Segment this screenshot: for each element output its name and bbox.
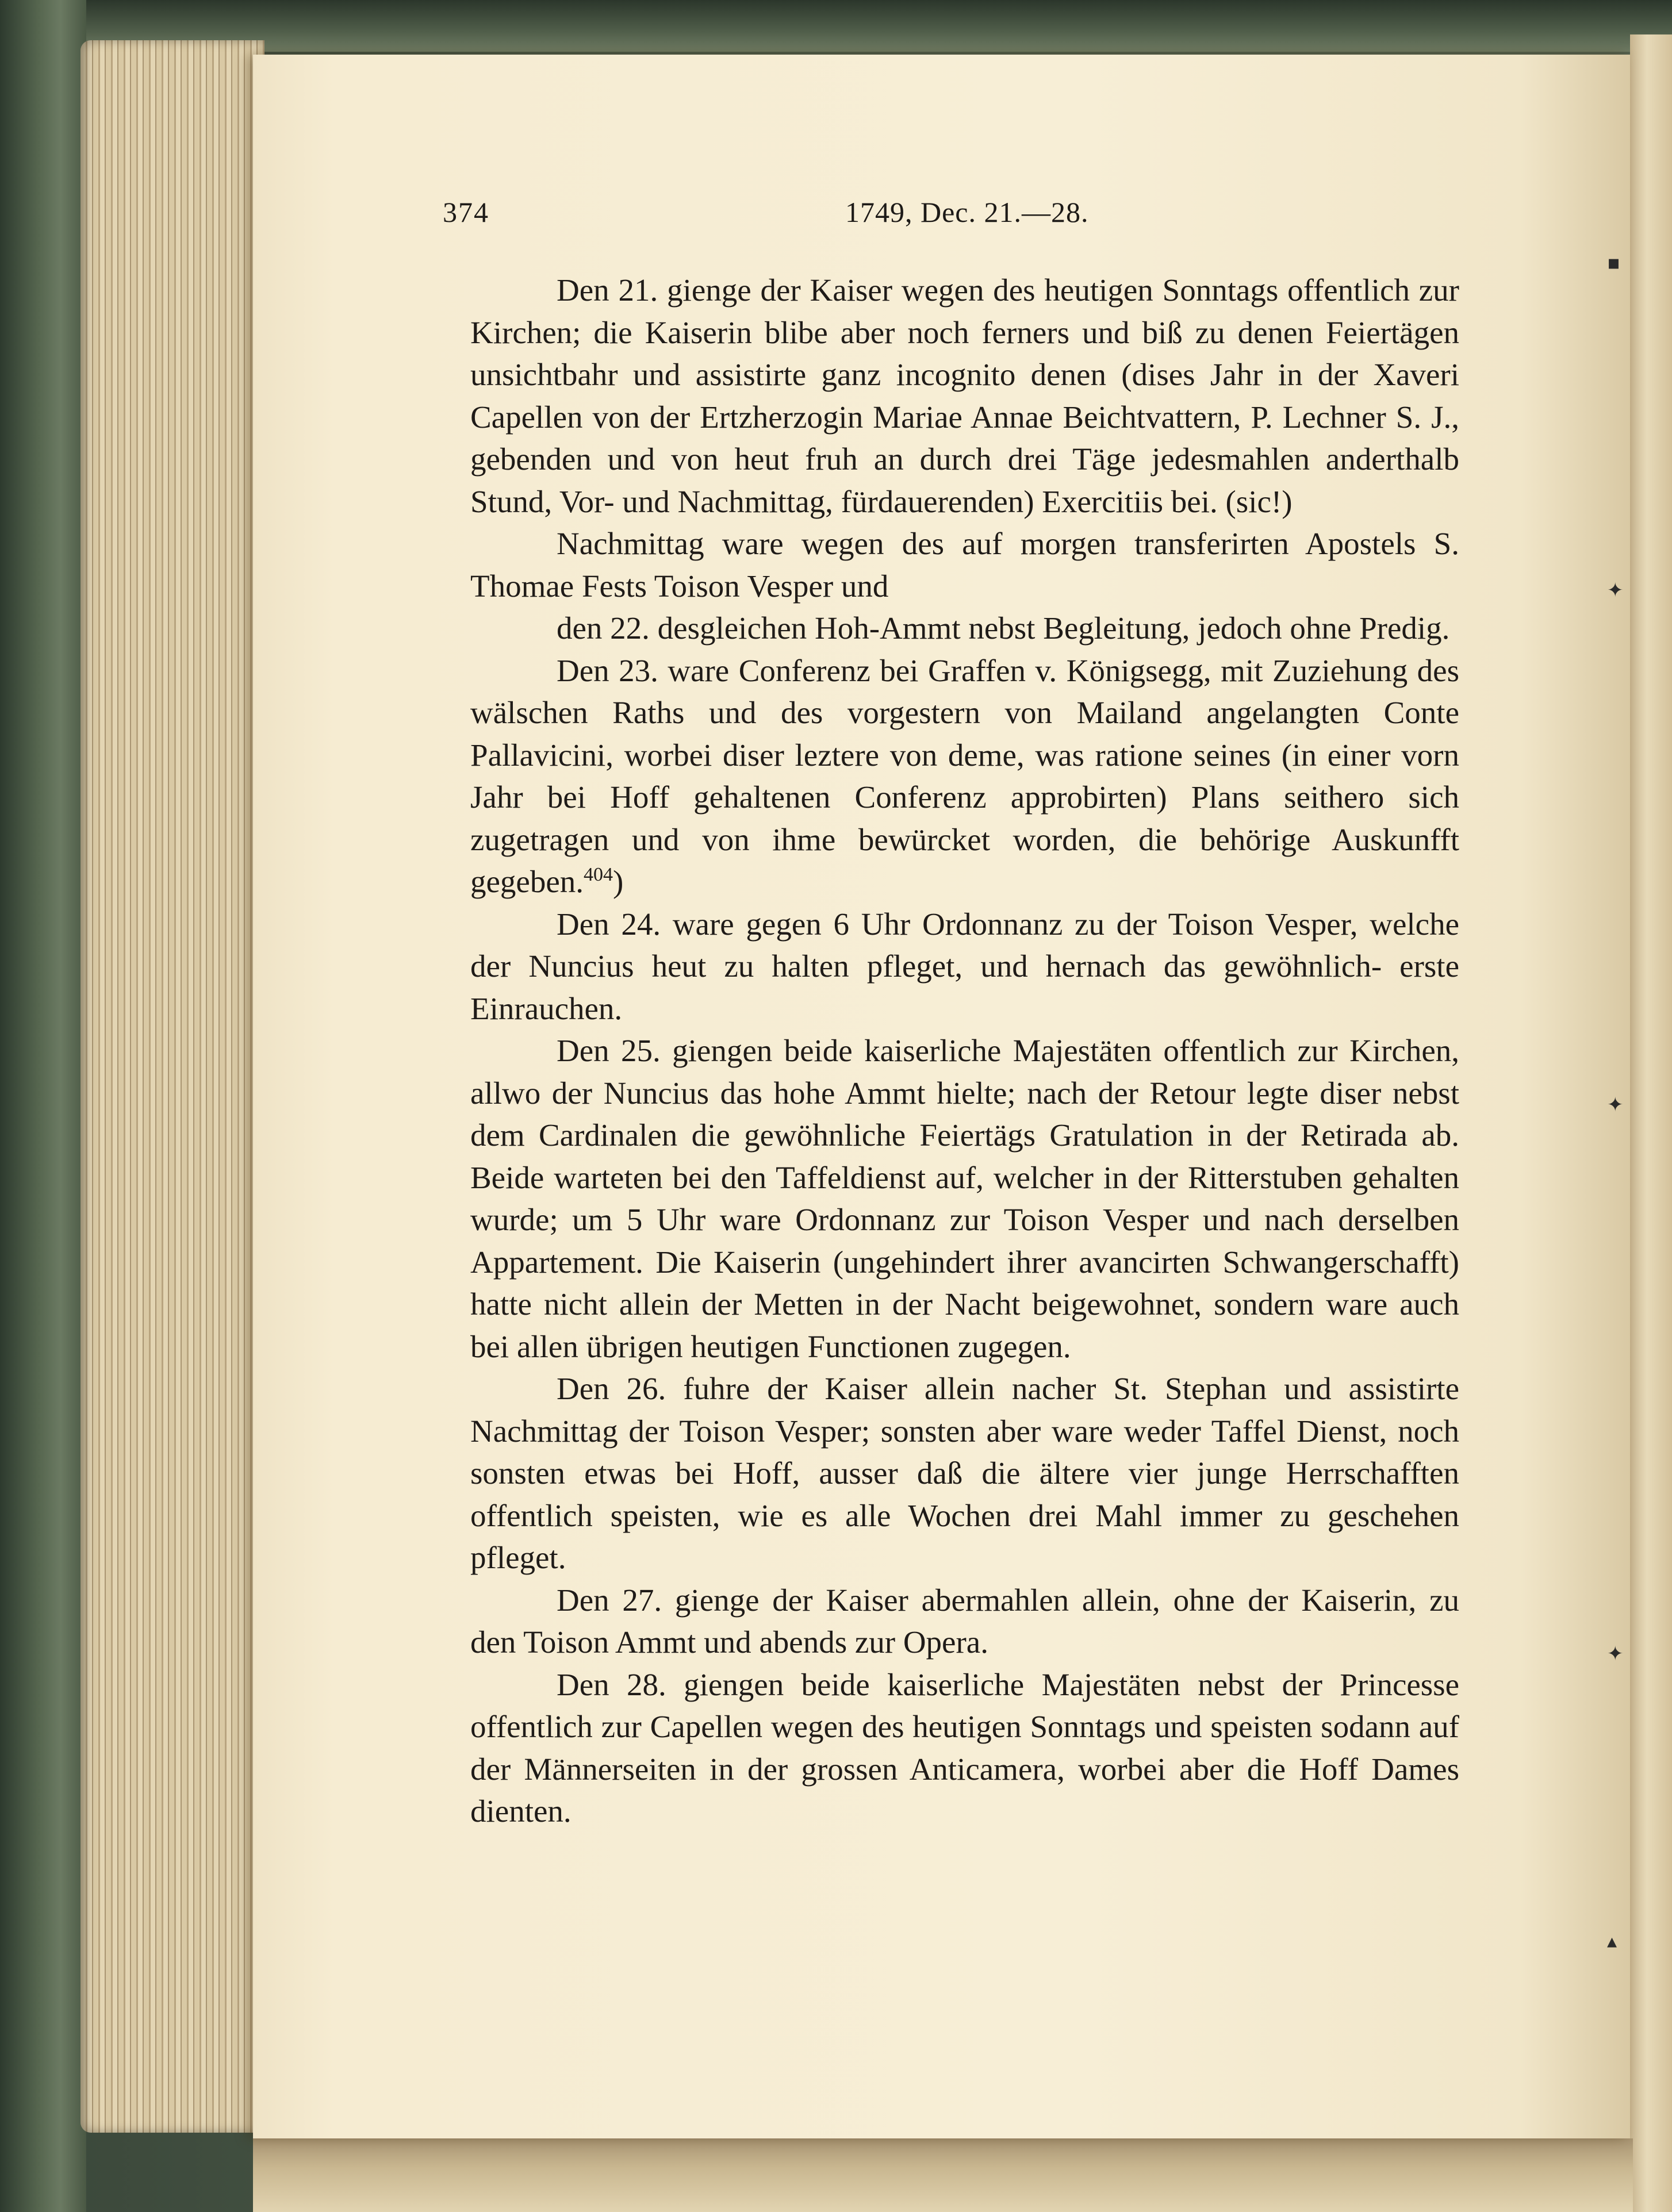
margin-mark: ▪	[1607, 251, 1621, 274]
paragraph	[470, 1368, 1459, 1579]
paragraph-text: Nachmittag ware wegen des auf morgen transferirten Apostels S. Thomae Fests Toison Vesper und	[470, 526, 1459, 604]
body-text	[470, 269, 1459, 1833]
footnote-marker: 404	[584, 864, 613, 885]
margin-mark: ▴	[1607, 1930, 1617, 1953]
paragraph	[470, 523, 1459, 607]
stacked-page-edges	[80, 40, 264, 2133]
paragraph-text: Den 27. gienge der Kaiser abermahlen allein, ohne der Kaiserin, zu den Toison Ammt und abends zur Opera.	[470, 1582, 1459, 1660]
facing-page-edge	[1630, 34, 1672, 2212]
paragraph-text: Den 28. giengen beide kaiserliche Majestäten nebst der Princesse offentlich zur Capellen wegen des heutigen Sonntags und speisten sodann auf der Männerseiten in der grossen Anticamera, worbei aber die Hoff Dames dienten.	[470, 1666, 1459, 1829]
page-header	[443, 195, 1351, 241]
paragraph-text: Den 23. ware Conferenz bei Graffen v. Königsegg, mit Zuziehung des wälschen Raths und des vorgestern von Mailand angelangten Conte Pallavicini, worbei diser leztere von deme, was ratione seines (in einer vorn Jahr bei Hoff gehaltenen Conferenz approbirten) Plans seithero sich zugetragen und von ihme bewürcket worden, die behörige Auskunfft gegeben.	[470, 652, 1459, 899]
book-cover-left	[0, 0, 86, 2212]
running-head: 1749, Dec. 21.—28.	[845, 196, 1089, 228]
margin-mark: ✦	[1607, 579, 1624, 602]
margin-mark: ✦	[1607, 1093, 1624, 1116]
paragraph	[470, 269, 1459, 523]
paragraph-text: Den 21. gienge der Kaiser wegen des heutigen Sonntags offentlich zur Kirchen; die Kaiserin blibe aber noch ferners und biß zu denen Feiertägen unsichtbahr und assistirte ganz incognito denen (dises Jahr in der Xaveri Capellen von der Ertzherzogin Mariae Annae Beichtvattern, P. Lechner S. J., gebenden und von heut fruh an durch drei Täge jedesmahlen anderthalb Stund, Vor- und Nachmittag, fürdauerenden) Exercitiis bei. (sic!)	[470, 272, 1459, 519]
paragraph	[470, 903, 1459, 1030]
paragraph	[470, 1030, 1459, 1368]
paragraph-text: Den 24. ware gegen 6 Uhr Ordonnanz zu der Toison Vesper, welche der Nuncius heut zu halten pfleget, und hernach das gewöhnlich- erste Einrauchen.	[470, 906, 1459, 1026]
paragraph	[470, 607, 1459, 650]
page-number: 374	[443, 196, 489, 228]
margin-mark: ✦	[1607, 1642, 1624, 1665]
footnote-close: )	[613, 864, 624, 899]
page-bottom-edge	[253, 2138, 1633, 2212]
paragraph	[470, 1579, 1459, 1664]
paragraph	[470, 1664, 1459, 1833]
paragraph-text: Den 25. giengen beide kaiserliche Majestäten offentlich zur Kirchen, allwo der Nuncius das hohe Ammt hielte; nach der Retour legte diser nebst dem Cardinalen die gewöhnliche Feiertägs Gratulation in der Retirada ab. Beide warteten bei den Taffeldienst auf, welcher in der Ritterstuben gehalten wurde; um 5 Uhr ware Ordonnanz zur Toison Vesper und nach derselben Appartement. Die Kaiserin (ungehindert ihrer avancirten Schwangerschafft) hatte nicht allein der Metten in der Nacht beigewohnet, sondern ware auch bei allen übrigen heutigen Functionen zugegen.	[470, 1033, 1459, 1364]
paragraph-text: den 22. desgleichen Hoh-Ammt nebst Begleitung, jedoch ohne Predig.	[557, 610, 1450, 646]
paragraph-text: Den 26. fuhre der Kaiser allein nacher St. Stephan und assistirte Nachmittag der Toison Vesper; sonsten aber ware weder Taffel Dienst, noch sonsten etwas bei Hoff, ausser daß die ältere vier junge Herrschafften offentlich speisten, wie es alle Wochen drei Mahl immer zu geschehen pfleget.	[470, 1371, 1459, 1575]
paragraph	[470, 650, 1459, 903]
